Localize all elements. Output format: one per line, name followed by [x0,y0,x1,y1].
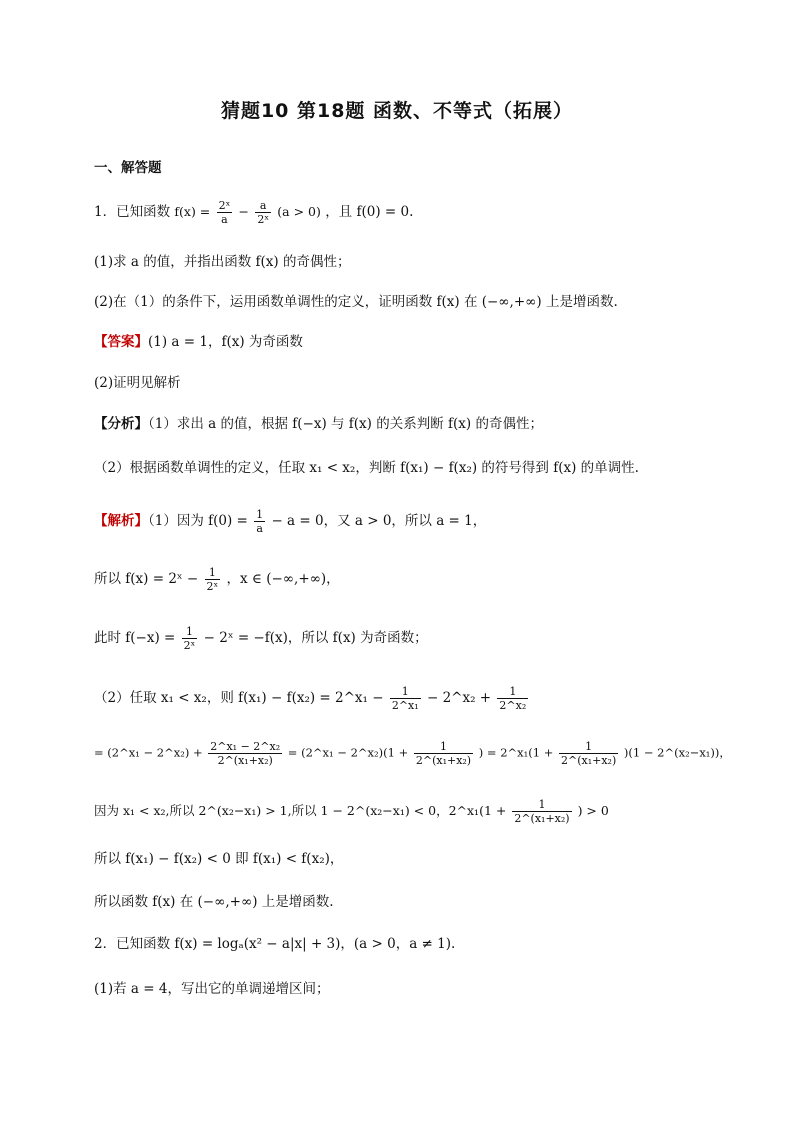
sol6-prefix: 因为 x₁ < x₂,所以 2^(x₂−x₁) > 1,所以 1 − 2^(x₂−x₁) < 0，2^x₁(1 + [94,803,507,818]
q1-stem-suffix: ，且 f(0) = 0. [325,204,414,220]
sol5-a: = (2^x₁ − 2^x₂) + [94,745,203,760]
q1-stem [94,199,413,226]
answer-text: (1) a = 1，f(x) 为奇函数 [148,334,303,350]
q1-frac1-den: a [221,213,228,226]
q1-part2: (2)在（1）的条件下，运用函数单调性的定义，证明函数 f(x) 在 (−∞,+∞) 上是增函数. [94,294,618,310]
sol1-frac-den: a [256,522,263,535]
sol1-frac-num: 1 [256,508,264,521]
sol5-c: ) = 2^x₁(1 + [478,745,554,760]
sol6-frac [512,798,571,825]
q1-answer2: (2)证明见解析 [94,375,181,391]
q1-frac1 [217,199,233,226]
q1-sol8: 所以函数 f(x) 在 (−∞,+∞) 上是增函数. [94,894,334,910]
q1-frac2 [255,199,271,226]
sol6-frac-den: 2^(x₁+x₂) [514,812,570,825]
sol2-frac [205,566,221,593]
q1-stem-prefix: 1．已知函数 [94,204,171,220]
q1-analysis2: （2）根据函数单调性的定义，任取 x₁ < x₂，判断 f(x₁) − f(x₂) 的符号得到 f(x) 的单调性. [94,460,639,476]
q1-stem-func: f(x) = [174,204,211,219]
q1-frac2-den: 2ˣ [257,213,269,226]
q1-sol4 [94,685,530,712]
q1-frac1-num: 2ˣ [218,199,231,212]
sol5-d: )(1 − 2^(x₂−x₁))， [623,745,731,760]
q1-frac2-num: a [255,199,271,213]
q1-answer [94,332,303,352]
q2-part1: (1)若 a = 4，写出它的单调递增区间； [94,981,330,997]
q2-stem: 2．已知函数 f(x) = logₐ(x² − a|x| + 3)，(a > 0，a ≠ 1). [94,936,456,952]
sol5-frac1-den: 2^(x₁+x₂) [217,754,273,767]
sol4-prefix: （2）任取 x₁ < x₂，则 f(x₁) − f(x₂) = 2^x₁ − [94,690,384,706]
sol5-frac3-den: 2^(x₁+x₂) [561,754,617,767]
sol6-frac-num: 1 [512,798,571,812]
q1-minus: − [238,204,250,219]
sol4-frac1 [390,685,421,712]
sol2-prefix: 所以 f(x) = 2ˣ − [94,571,199,587]
section-heading: 一、解答题 [94,160,162,176]
sol5-frac3 [559,740,618,767]
q1-cond: (a > 0) [277,204,321,219]
sol4-frac1-den: 2^x₁ [391,699,419,712]
sol3-prefix: 此时 f(−x) = [94,630,176,646]
q1-analysis1 [94,414,543,434]
q1-part1: (1)求 a 的值，并指出函数 f(x) 的奇偶性； [94,254,351,270]
sol3-frac-den: 2ˣ [183,639,196,652]
sol4-frac2 [497,685,528,712]
q1-sol6 [94,798,609,825]
analysis-tag: 【分析】 [94,416,148,432]
q1-sol7: 所以 f(x₁) − f(x₂) < 0 即 f(x₁) < f(x₂)， [94,851,344,867]
sol2-frac-den: 2ˣ [206,580,219,593]
sol5-frac1 [208,740,282,767]
sol4-mid: − 2^x₂ + [426,690,492,706]
sol2-frac-num: 1 [205,566,221,580]
sol4-frac1-num: 1 [390,685,421,699]
answer-tag: 【答案】 [94,334,148,350]
sol3-suffix: − 2ˣ = −f(x)，所以 f(x) 为奇函数； [203,630,428,646]
sol1-suffix: − a = 0，又 a > 0，所以 a = 1， [271,513,487,529]
sol1-prefix: （1）因为 f(0) = [148,513,248,529]
q1-sol1 [94,508,486,535]
q1-sol5 [94,740,731,767]
sol4-frac2-den: 2^x₂ [499,699,527,712]
solution-tag: 【解析】 [94,513,148,529]
sol2-suffix: ，x ∈ (−∞,+∞)， [226,571,340,587]
analysis1-text: （1）求出 a 的值，根据 f(−x) 与 f(x) 的关系判断 f(x) 的奇偶性； [148,416,543,432]
sol5-frac3-num: 1 [559,740,618,754]
sol3-frac [182,625,198,652]
q1-sol3 [94,625,428,652]
sol1-frac [254,508,265,535]
sol5-frac2-den: 2^(x₁+x₂) [415,754,472,767]
page-title: 猜题10 第18题 函数、不等式（拓展） [220,100,574,122]
sol4-frac2-num: 1 [497,685,528,699]
sol5-frac1-num: 2^x₁ − 2^x₂ [210,740,281,753]
q1-sol2 [94,566,340,593]
sol3-frac-num: 1 [182,625,198,639]
sol5-frac2 [414,740,473,767]
sol5-frac2-num: 1 [414,740,473,754]
sol6-suffix: ) > 0 [577,803,609,818]
sol5-b: = (2^x₁ − 2^x₂)(1 + [287,745,409,760]
